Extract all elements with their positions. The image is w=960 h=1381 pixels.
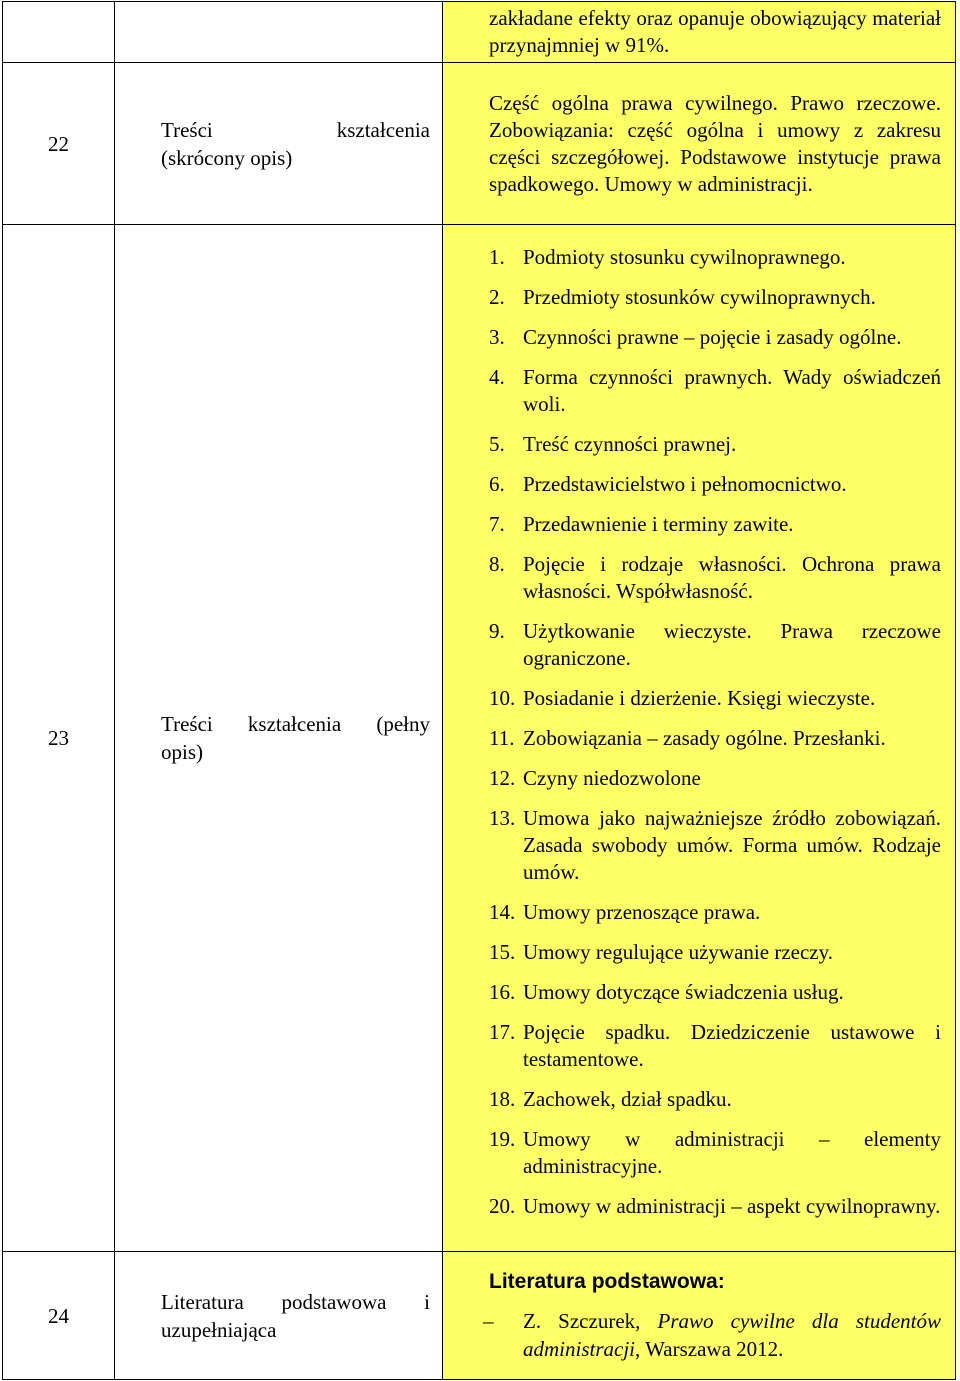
list-item-number: 3. bbox=[489, 324, 505, 349]
list-item-text: Umowy w administracji – elementy administracyjne. bbox=[523, 1126, 941, 1178]
literature-title: Prawo cywilne dla studentów administracji bbox=[523, 1309, 941, 1361]
list-item bbox=[489, 618, 941, 672]
row-content-22 bbox=[443, 63, 956, 225]
list-item-text: Użytkowanie wieczyste. Prawa rzeczowe ograniczone. bbox=[523, 618, 941, 670]
row-label-cell bbox=[115, 2, 443, 63]
list-item bbox=[489, 364, 941, 418]
table-row-23 bbox=[3, 225, 956, 1252]
list-item-text: Treść czynności prawnej. bbox=[523, 431, 737, 456]
list-item bbox=[489, 1019, 941, 1073]
list-item bbox=[489, 939, 941, 966]
list-item-number: 19. bbox=[489, 1126, 516, 1151]
table-row-22 bbox=[3, 63, 956, 225]
list-item-text: Czynności prawne – pojęcie i zasady ogólne. bbox=[523, 324, 902, 349]
label-24-line2: uzupełniająca bbox=[161, 1317, 277, 1342]
table-row-24 bbox=[3, 1252, 956, 1380]
list-item-number: 20. bbox=[489, 1193, 516, 1218]
list-item-number: 5. bbox=[489, 431, 505, 456]
list-item bbox=[489, 284, 941, 311]
list-item-text: Przedstawicielstwo i pełnomocnictwo. bbox=[523, 471, 847, 496]
list-item-number: 16. bbox=[489, 979, 516, 1004]
list-item-number: 1. bbox=[489, 244, 505, 269]
list-item-text: Podmioty stosunku cywilnoprawnego. bbox=[523, 244, 846, 269]
row-content-24 bbox=[443, 1252, 956, 1380]
list-item-number: 7. bbox=[489, 511, 505, 536]
list-item-number: 10. bbox=[489, 685, 516, 710]
list-item-number: 8. bbox=[489, 551, 505, 576]
row-label-24 bbox=[115, 1252, 443, 1380]
label-22-line1: Treści kształcenia bbox=[161, 117, 430, 142]
list-item bbox=[489, 899, 941, 926]
list-item-number: 17. bbox=[489, 1019, 516, 1044]
list-item bbox=[489, 765, 941, 792]
list-item-text: Forma czynności prawnych. Wady oświadczeń woli. bbox=[523, 364, 941, 416]
list-item-number: 14. bbox=[489, 899, 516, 924]
literature-author: Z. Szczurek, bbox=[523, 1309, 658, 1333]
list-item bbox=[489, 431, 941, 458]
efekty-text: zakładane efekty oraz opanuje obowiązujący materiał przynajmniej w 91%. bbox=[489, 6, 941, 57]
row-content-23 bbox=[443, 225, 956, 1252]
row-number-23: 23 bbox=[3, 225, 115, 1252]
table-row-continuation bbox=[3, 2, 956, 63]
list-item bbox=[489, 1086, 941, 1113]
label-23-line1: Treści kształcenia (pełny bbox=[161, 712, 430, 736]
list-item-number: 18. bbox=[489, 1086, 516, 1111]
literature-rest: , Warszawa 2012. bbox=[635, 1337, 784, 1361]
list-item-text: Zachowek, dział spadku. bbox=[523, 1086, 732, 1111]
list-item-text: Przedmioty stosunków cywilnoprawnych. bbox=[523, 284, 876, 309]
row-label-22 bbox=[115, 63, 443, 225]
list-item bbox=[489, 244, 941, 271]
literature-dash: – bbox=[483, 1309, 494, 1333]
list-item bbox=[489, 805, 941, 886]
list-item bbox=[489, 511, 941, 538]
list-item-text: Pojęcie spadku. Dziedziczenie ustawowe i testamentowe. bbox=[523, 1019, 941, 1071]
full-description-list bbox=[489, 244, 941, 1220]
list-item-number: 6. bbox=[489, 471, 505, 496]
list-item-number: 15. bbox=[489, 939, 516, 964]
label-22-line2: (skrócony opis) bbox=[161, 145, 293, 170]
list-item-text: Umowy dotyczące świadczenia usług. bbox=[523, 979, 844, 1004]
list-item-text: Czyny niedozwolone bbox=[523, 765, 701, 790]
list-item-number: 12. bbox=[489, 765, 516, 790]
list-item-text: Umowa jako najważniejsze źródło zobowiązań. Zasada swobody umów. Forma umów. Rodzaje umów. bbox=[523, 805, 941, 884]
list-item-number: 4. bbox=[489, 364, 505, 389]
list-item bbox=[489, 471, 941, 498]
list-item-text: Zobowiązania – zasady ogólne. Przesłanki. bbox=[523, 725, 886, 750]
literature-heading: Literatura podstawowa: bbox=[489, 1270, 725, 1293]
literature-item bbox=[483, 1307, 941, 1363]
list-item-text: Posiadanie i dzierżenie. Księgi wieczyste. bbox=[523, 685, 876, 710]
list-item-number: 11. bbox=[489, 725, 515, 750]
list-item bbox=[489, 685, 941, 712]
label-23-line2: opis) bbox=[161, 740, 203, 764]
row-number-24: 24 bbox=[3, 1252, 115, 1380]
syllabus-table bbox=[2, 1, 956, 1380]
label-24-line1: Literatura podstawowa i bbox=[161, 1289, 430, 1314]
list-item-number: 9. bbox=[489, 618, 505, 643]
list-item bbox=[489, 551, 941, 605]
list-item-text: Umowy w administracji – aspekt cywilnoprawny. bbox=[523, 1193, 941, 1218]
short-description-text: Część ogólna prawa cywilnego. Prawo rzeczowe. Zobowiązania: część ogólna i umowy z zakresu części szczegółowej. Podstawowe instytucje prawa spadkowego. Umowy w administracji. bbox=[489, 90, 941, 196]
list-item-text: Przedawnienie i terminy zawite. bbox=[523, 511, 794, 536]
list-item bbox=[489, 1193, 941, 1220]
list-item-text: Pojęcie i rodzaje własności. Ochrona prawa własności. Współwłasność. bbox=[523, 551, 941, 603]
list-item-text: Umowy regulujące używanie rzeczy. bbox=[523, 939, 833, 964]
row-label-23 bbox=[115, 225, 443, 1252]
row-content-cell bbox=[443, 2, 956, 63]
list-item-number: 13. bbox=[489, 805, 516, 830]
list-item bbox=[489, 725, 941, 752]
list-item bbox=[489, 1126, 941, 1180]
list-item bbox=[489, 979, 941, 1006]
row-number-cell bbox=[3, 2, 115, 63]
list-item-number: 2. bbox=[489, 284, 505, 309]
row-number-22: 22 bbox=[3, 63, 115, 225]
list-item-text: Umowy przenoszące prawa. bbox=[523, 899, 761, 924]
list-item bbox=[489, 324, 941, 351]
